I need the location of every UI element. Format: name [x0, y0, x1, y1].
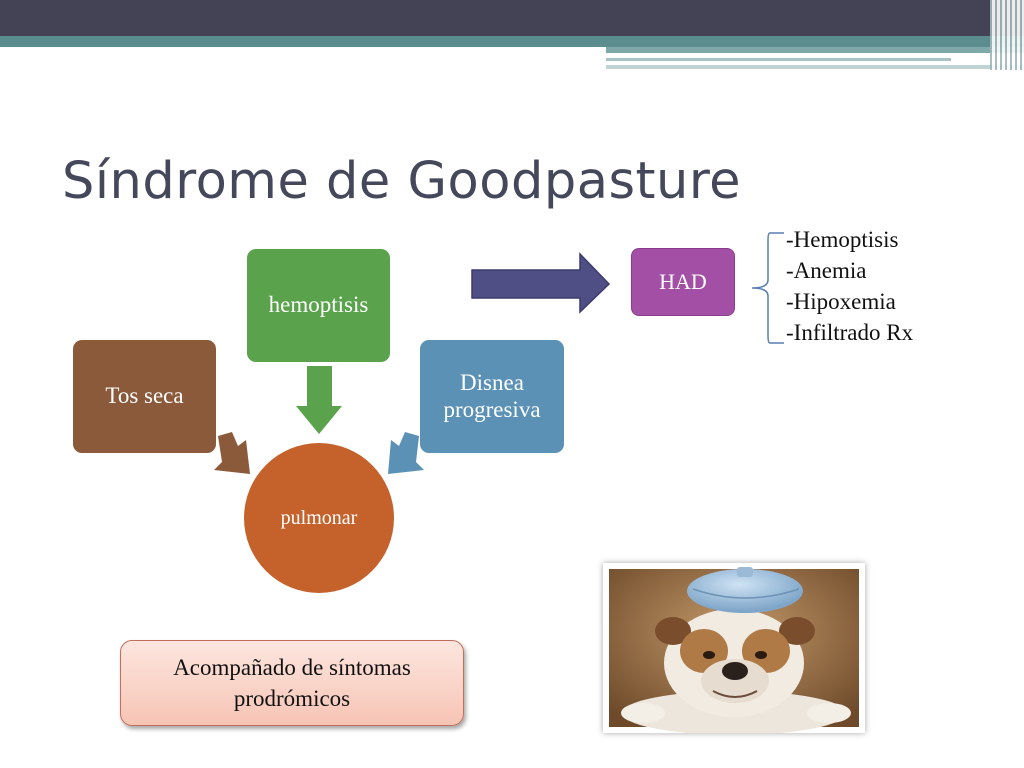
- disnea-label-line1: Disnea: [460, 370, 524, 396]
- hemoptisis-label: hemoptisis: [268, 292, 369, 318]
- disnea-label-line2: progresiva: [443, 396, 541, 422]
- bulldog-illustration: [603, 563, 865, 733]
- had-box: [631, 248, 735, 316]
- slide-title: Síndrome de Goodpasture: [62, 152, 742, 211]
- bracket-icon: [752, 233, 784, 343]
- had-item: -Infiltrado Rx: [786, 320, 914, 345]
- prodromal-line1: Acompañado de síntomas: [173, 655, 411, 680]
- tos-seca-label: Tos seca: [105, 383, 184, 409]
- tos-seca-box: [73, 340, 216, 453]
- prodromal-box: [120, 640, 464, 726]
- had-label: HAD: [659, 269, 707, 295]
- big-arrow-icon: [472, 254, 609, 312]
- pulmonar-label: pulmonar: [280, 506, 358, 529]
- had-item: -Anemia: [786, 258, 867, 283]
- prodromal-line2: prodrómicos: [233, 686, 351, 711]
- hemoptisis-box: [247, 249, 390, 362]
- arrow-disnea-icon: [388, 432, 424, 474]
- had-item: -Hemoptisis: [786, 227, 899, 252]
- arrow-tos-icon: [214, 432, 250, 474]
- had-item: -Hipoxemia: [786, 289, 896, 314]
- pulmonar-circle: [244, 443, 394, 593]
- disnea-box: [420, 340, 564, 453]
- had-list: [786, 224, 913, 348]
- arrow-down-icon: [296, 366, 342, 434]
- bulldog-image: [603, 563, 865, 733]
